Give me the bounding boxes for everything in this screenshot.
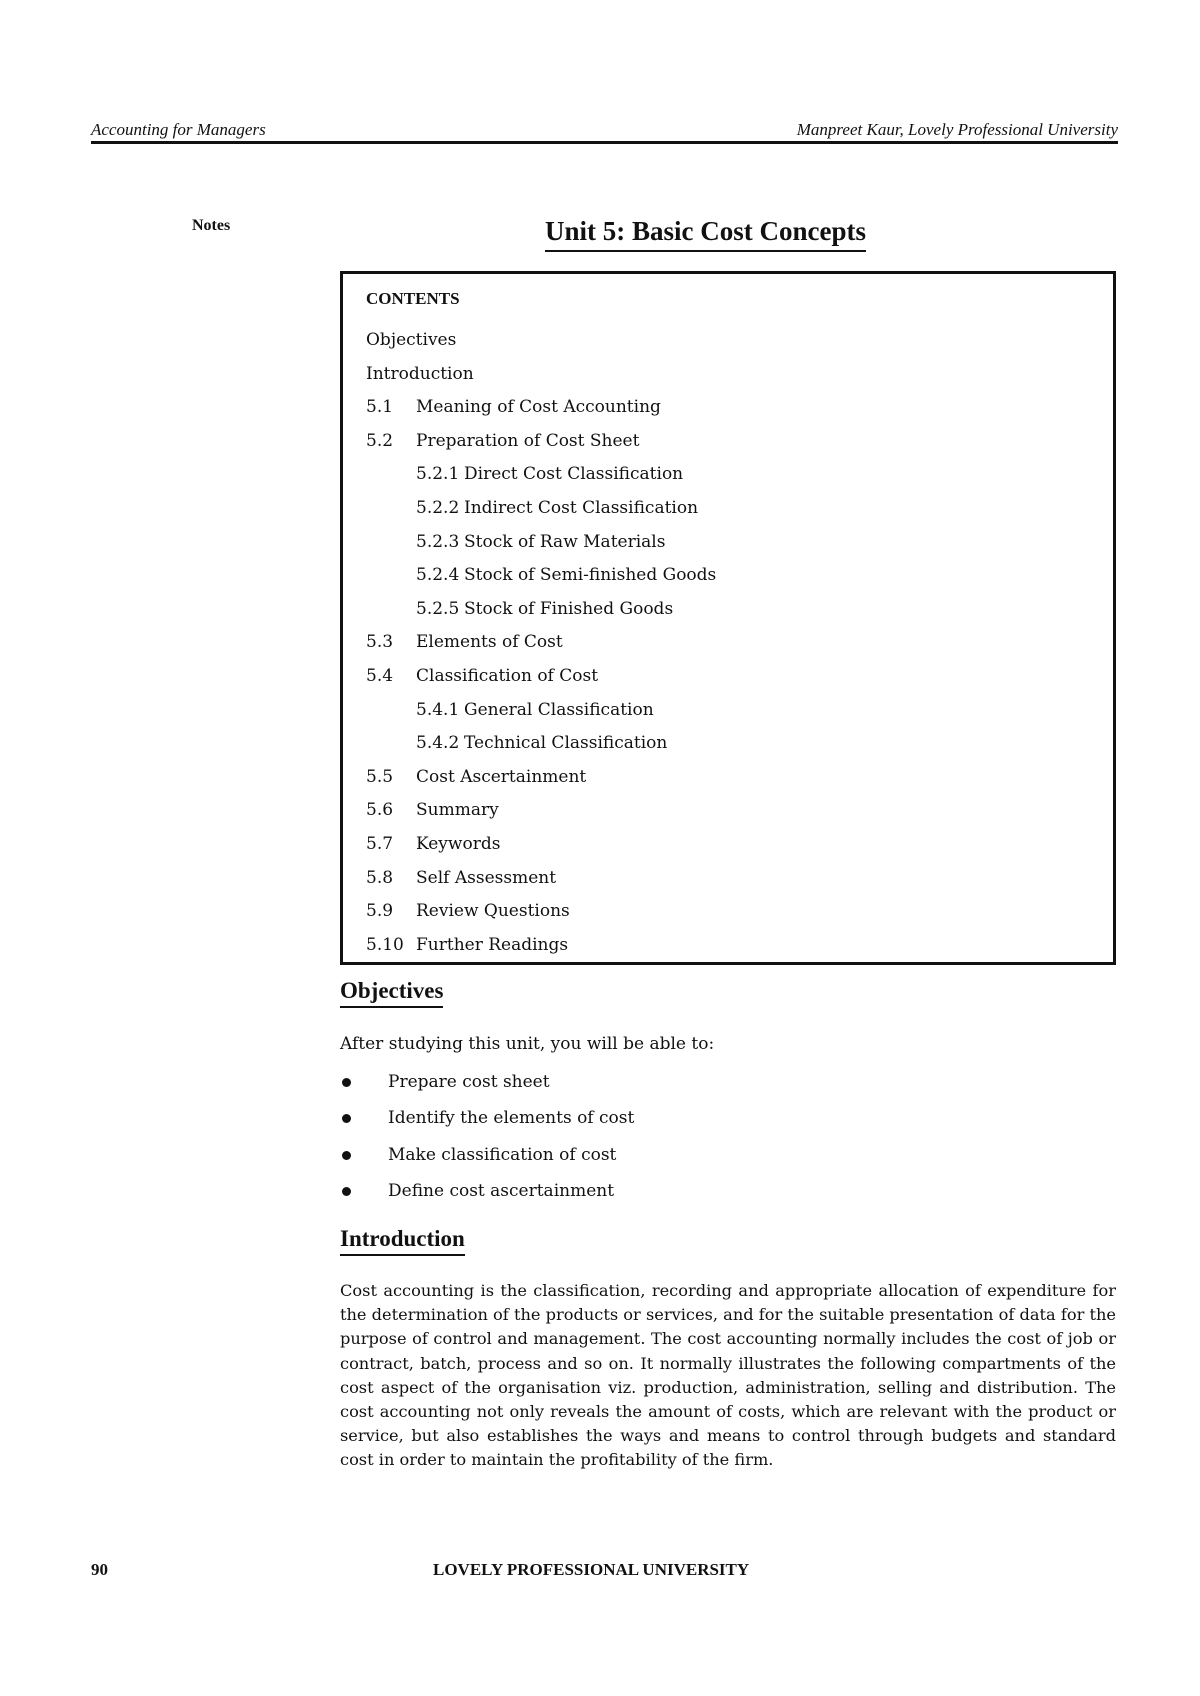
contents-item-number: 5.2.4 — [416, 565, 460, 586]
contents-item-number: 5.5 — [366, 766, 394, 787]
contents-item — [366, 828, 716, 862]
objective-text: Define cost ascertainment — [388, 1180, 615, 1201]
contents-item — [366, 660, 716, 694]
contents-item — [366, 862, 716, 896]
objectives-heading: Objectives — [340, 978, 443, 1008]
contents-item-label: General Classification — [464, 699, 654, 720]
contents-item-label: Stock of Semi-finished Goods — [464, 565, 717, 586]
objective-item — [340, 1100, 634, 1136]
contents-box — [340, 271, 1116, 965]
footer-university: LOVELY PROFESSIONAL UNIVERSITY — [433, 1560, 750, 1579]
contents-item-label: Introduction — [366, 363, 474, 384]
contents-item — [366, 324, 716, 358]
contents-item-label: Stock of Raw Materials — [464, 531, 666, 552]
contents-item-number: 5.2.3 — [416, 531, 460, 552]
contents-item-label: Keywords — [416, 833, 501, 854]
contents-item-label: Preparation of Cost Sheet — [416, 430, 640, 451]
contents-item-label: Stock of Finished Goods — [464, 598, 674, 619]
objective-text: Make classification of cost — [388, 1144, 617, 1165]
contents-item-label: Classification of Cost — [416, 665, 599, 686]
page-title: Unit 5: Basic Cost Concepts — [545, 216, 866, 252]
contents-item-label: Indirect Cost Classification — [464, 497, 699, 518]
contents-item-number: 5.6 — [366, 800, 394, 821]
running-header-author: Manpreet Kaur, Lovely Professional University — [796, 120, 1118, 139]
objective-item — [340, 1064, 634, 1100]
contents-item — [366, 593, 716, 627]
contents-item-label: Summary — [416, 800, 499, 821]
contents-item — [366, 895, 716, 929]
contents-item — [366, 425, 716, 459]
objective-text: Identify the elements of cost — [388, 1108, 635, 1129]
contents-item — [366, 626, 716, 660]
contents-item-number: 5.2.1 — [416, 464, 460, 485]
header-rule — [91, 141, 1118, 144]
contents-item-number: 5.1 — [366, 397, 394, 418]
contents-item — [366, 794, 716, 828]
contents-item-label: Objectives — [366, 330, 457, 350]
contents-item — [366, 391, 716, 425]
introduction-heading: Introduction — [340, 1226, 465, 1256]
contents-item — [366, 559, 716, 593]
contents-item — [366, 929, 716, 963]
contents-list — [366, 324, 716, 962]
bullet-icon — [342, 1187, 351, 1196]
margin-notes-label: Notes — [192, 217, 231, 234]
contents-item-label: Self Assessment — [416, 867, 557, 888]
contents-item-label: Review Questions — [416, 901, 570, 922]
contents-item — [366, 694, 716, 728]
contents-item — [366, 526, 716, 560]
page-number: 90 — [91, 1560, 108, 1579]
objectives-list — [340, 1064, 634, 1209]
contents-item-number: 5.2.5 — [416, 598, 460, 619]
introduction-paragraph: Cost accounting is the classification, recording and appropriate allocation of expenditure for the determination of the products or services, and for the suitable presentation of data for the purpose of control and management. The cost accounting normally includes the cost of job or contract, batch, process and so on. It normally illustrates the following compartments of the cost aspect of the organisation viz. production, administration, selling and distribution. The cost accounting not only reveals the amount of costs, which are relevant with the product or service, but also establishes the ways and means to control through budgets and standard cost in order to maintain the profitability of the firm. — [340, 1281, 1116, 1470]
running-header-book-title: Accounting for Managers — [91, 120, 266, 139]
objective-text: Prepare cost sheet — [388, 1072, 550, 1092]
contents-item-number: 5.7 — [366, 833, 394, 854]
contents-item-label: Meaning of Cost Accounting — [416, 397, 661, 418]
contents-item-number: 5.4 — [366, 665, 394, 686]
objectives-intro: After studying this unit, you will be able to: — [340, 1034, 715, 1054]
contents-item — [366, 358, 716, 392]
objective-item — [340, 1173, 634, 1209]
contents-item-label: Direct Cost Classification — [464, 464, 684, 485]
contents-item-label: Cost Ascertainment — [416, 766, 587, 787]
contents-item-number: 5.10 — [366, 934, 404, 955]
contents-item-label: Further Readings — [416, 934, 569, 955]
contents-item — [366, 458, 716, 492]
bullet-icon — [342, 1114, 351, 1123]
contents-item — [366, 727, 716, 761]
contents-item-label: Elements of Cost — [416, 632, 563, 653]
contents-item-number: 5.8 — [366, 867, 394, 888]
contents-item-number: 5.2 — [366, 430, 394, 451]
contents-item-number: 5.4.2 — [416, 733, 460, 754]
contents-item — [366, 761, 716, 795]
contents-item-number: 5.4.1 — [416, 699, 460, 720]
contents-item-number: 5.3 — [366, 632, 394, 653]
contents-item-number: 5.2.2 — [416, 497, 460, 518]
bullet-icon — [342, 1078, 351, 1087]
objective-item — [340, 1137, 634, 1173]
contents-heading: CONTENTS — [366, 289, 460, 308]
contents-item — [366, 492, 716, 526]
contents-item-label: Technical Classification — [464, 733, 668, 754]
contents-item-number: 5.9 — [366, 901, 394, 922]
bullet-icon — [342, 1151, 351, 1160]
